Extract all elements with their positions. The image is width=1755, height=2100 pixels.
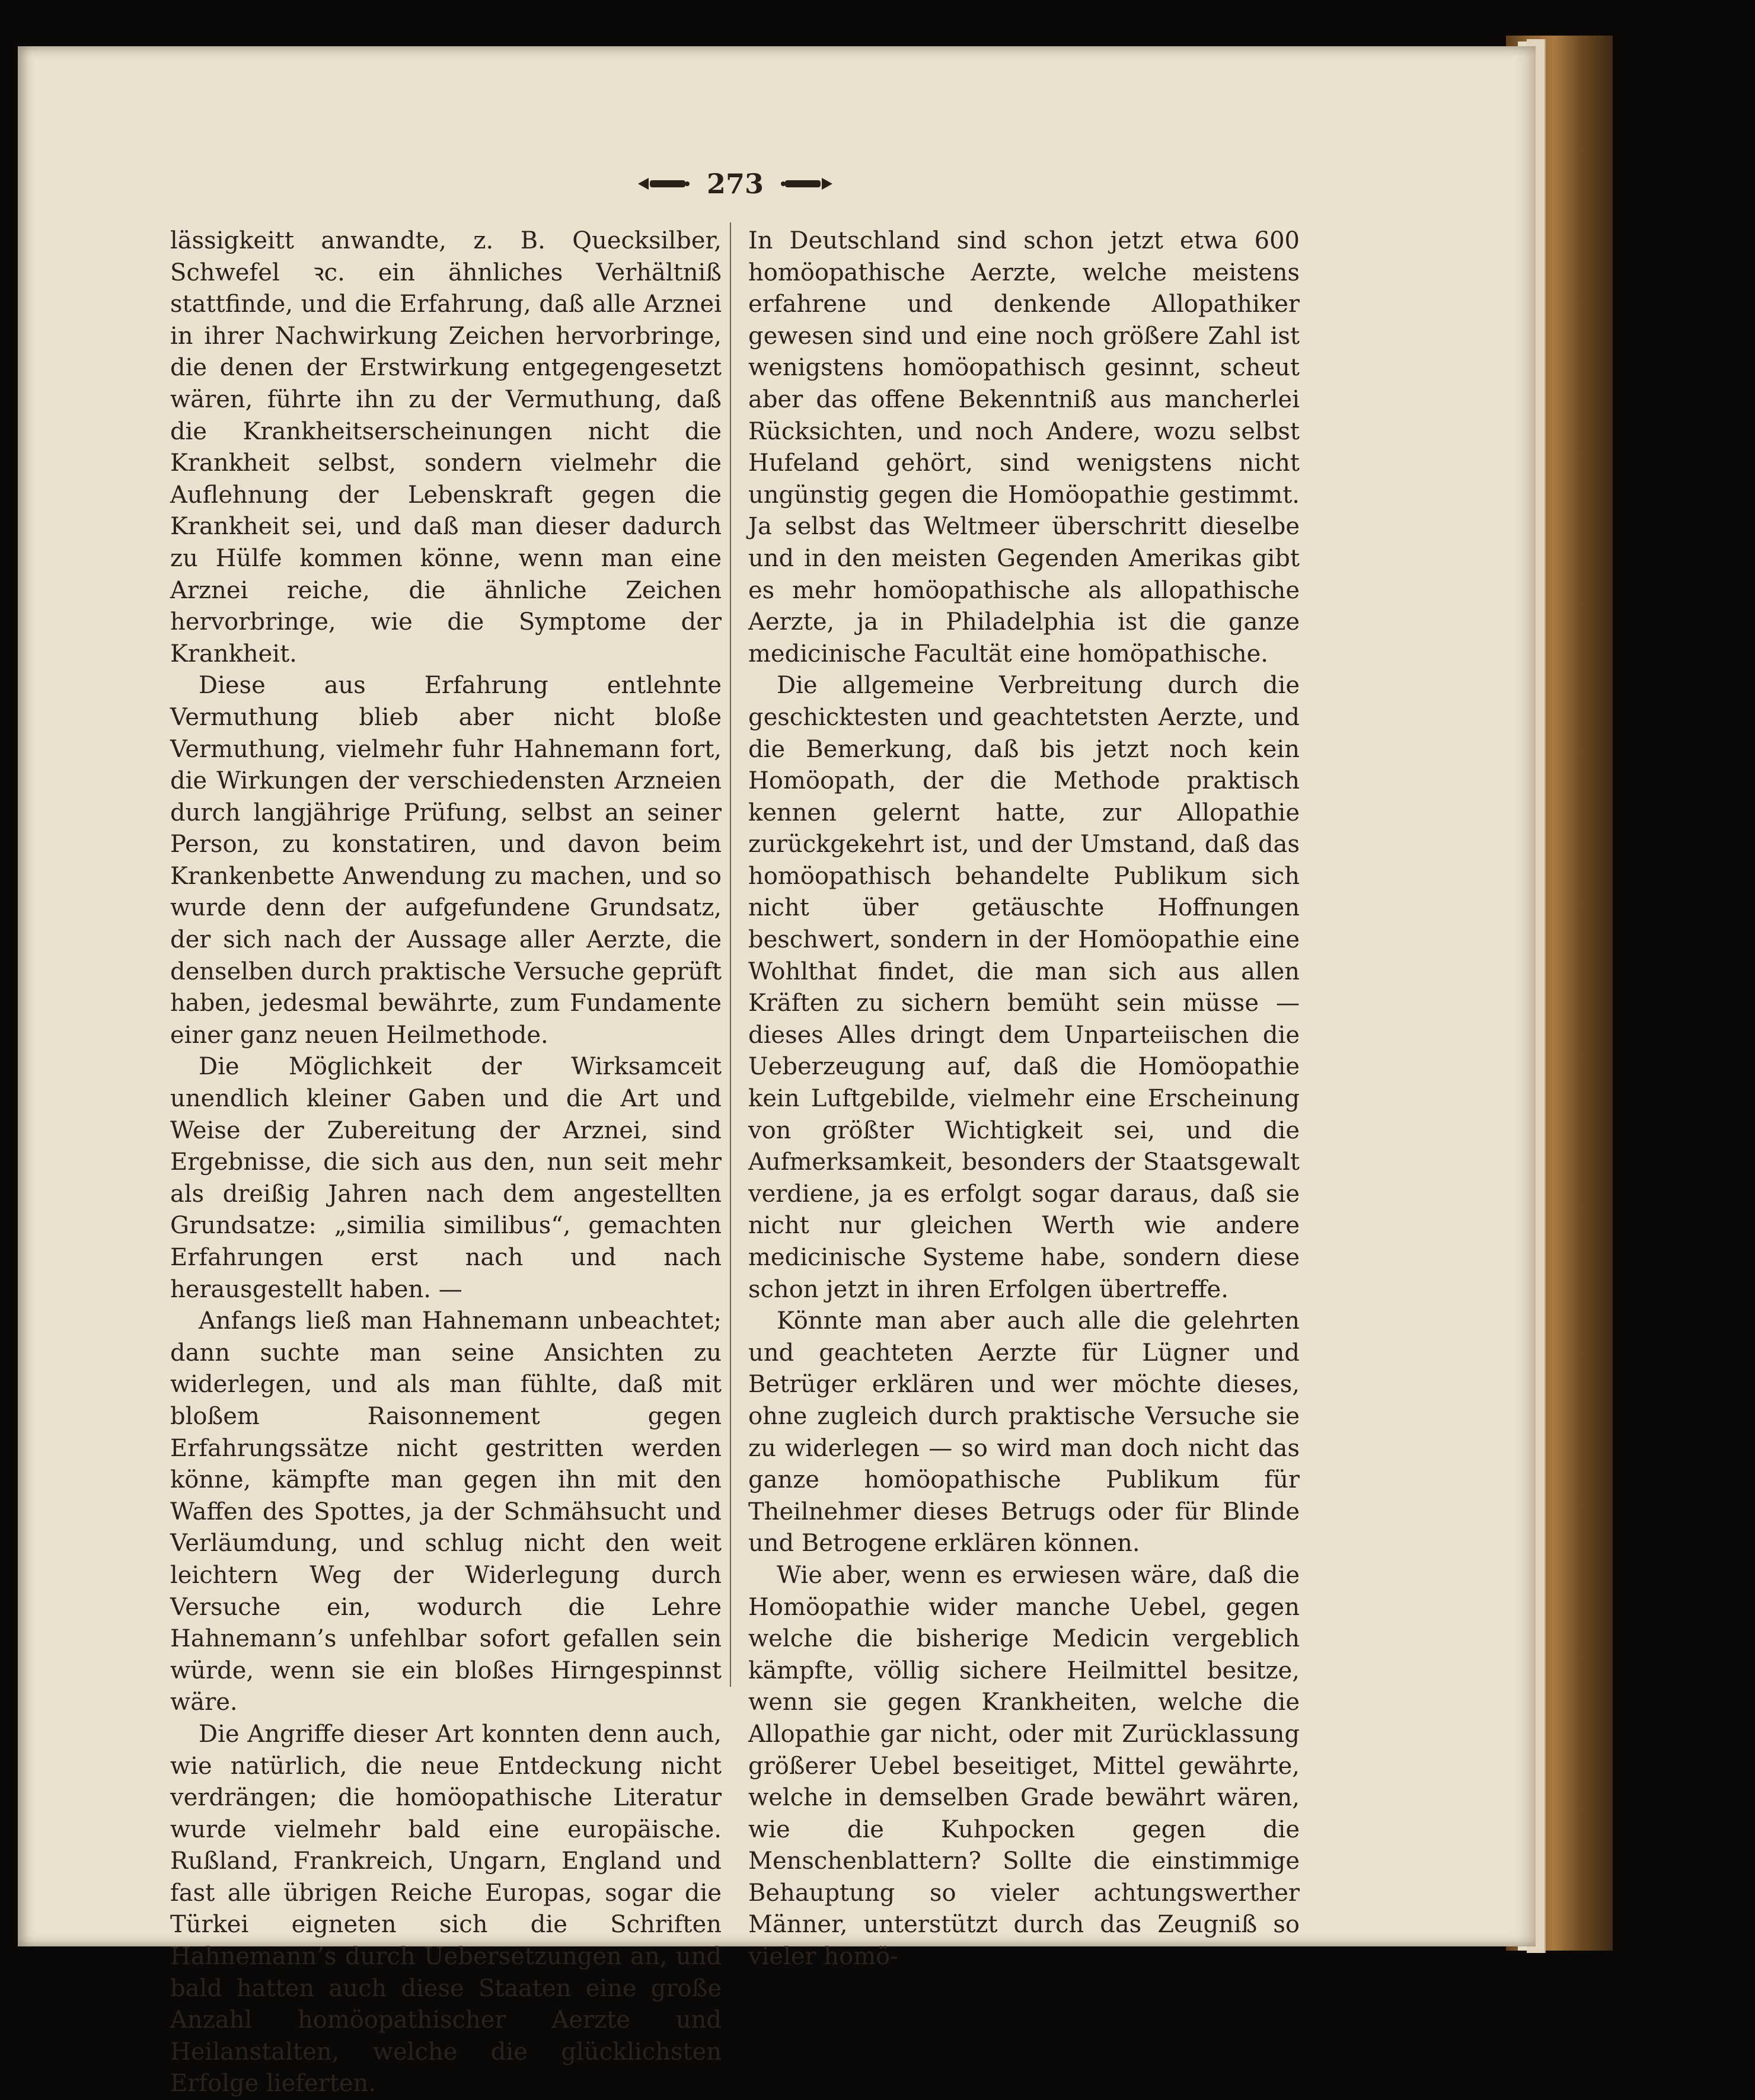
page-number: 273 — [706, 168, 764, 200]
paragraph: Anfangs ließ man Hahnemann unbeachtet; dann suchte man seine Ansichten zu widerlegen, und als man fühlte, daß mit bloßem Raisonnement gegen Erfahrungssätze nicht gestritten werden könne, kämpfte man gegen ihn mit den Waffen des Spottes, ja der Schmähsucht und Verläumdung, und schlug nicht den weit leichtern Weg der Widerlegung durch Versuche ein, wodurch die Lehre Hahnemann’s unfehlbar sofort gefallen sein würde, wenn sie ein bloßes Hirngespinnst wäre. — [170, 1307, 722, 1716]
paragraph: Die allgemeine Verbreitung durch die geschicktesten und geachtetsten Aerzte, und die Bemerkung, daß bis jetzt noch kein Homöopath, der die Methode praktisch kennen gelernt hatte, zur Allopathie zurückgekehrt ist, und der Umstand, daß das homöopathisch behandelte Publikum sich nicht über getäuschte Hoffnungen beschwert, sondern in der Homöopathie eine Wohlthat findet, die man sich aus allen Kräften zu sichern bemüht sein müsse — dieses Alles dringt dem Unparteiischen die Ueberzeugung auf, daß die Homöopathie kein Luftgebilde, vielmehr eine Erscheinung von größter Wichtigkeit sei, und die Aufmerksamkeit, besonders der Staatsgewalt verdiene, ja es erfolgt sogar daraus, daß sie nicht nur gleichen Werth wie andere medicinische Systeme habe, sondern diese schon jetzt in ihren Erfolgen übertreffe. — [748, 672, 1300, 1303]
paragraph: In Deutschland sind schon jetzt etwa 600 homöopathische Aerzte, welche meistens erfahrene und denkende Allopathiker gewesen sind und eine noch größere Zahl ist wenigstens homöopathisch gesinnt, scheut aber das offene Bekenntniß aus mancherlei Rücksichten, und noch Andere, wozu selbst Hufeland gehört, sind wenigstens nicht ungünstig gegen die Homöopathie gestimmt. Ja selbst das Weltmeer überschritt dieselbe und in den meisten Gegenden Amerikas gibt es mehr homöopathische als allopathische Aerzte, ja in Philadelphia ist die ganze medicinische Facultät eine homöpathische. — [748, 227, 1300, 668]
ornament-right-icon — [780, 175, 834, 192]
paragraph: Wie aber, wenn es erwiesen wäre, daß die Homöopathie wider manche Uebel, gegen welche die bisherige Medicin vergeblich kämpfte, völlig sichere Heilmittel besitze, wenn sie gegen Krankheiten, welche die Allopathie gar nicht, oder mit Zurücklassung größerer Uebel beseitiget, Mittel gewährte, welche in demselben Grade bewährt wären, wie die Kuhpocken gegen die Menschenblattern? Sollte die einstimmige Behauptung so vieler achtungswerther Männer, unterstützt durch das Zeugniß so vieler homö- — [748, 1561, 1300, 1971]
right-column — [748, 225, 1300, 1973]
paragraph: Die Angriffe dieser Art konnten denn auch, wie natürlich, die neue Entdeckung nicht verdrängen; die homöopathische Literatur wurde vielmehr bald eine europäische. Rußland, Frankreich, Ungarn, England und fast alle übrigen Reiche Europas, sogar die Türkei eigneten sich die Schriften Hahnemann’s durch Uebersetzungen an, und bald hatten auch diese Staaten eine große Anzahl homöopathischer Aerzte und Heilanstalten, welche die glücklichsten Erfolge lieferten. — [170, 1720, 722, 2098]
paragraph: Die Möglichkeit der Wirksamceit unendlich kleiner Gaben und die Art und Weise der Zubereitung der Arznei, sind Ergebnisse, die sich aus den, nun seit mehr als dreißig Jahren nach dem angestellten Grundsatze: „similia similibus“, gemachten Erfahrungen erst nach und nach herausgestellt haben. — — [170, 1053, 722, 1303]
column-divider — [730, 222, 731, 1687]
ornament-left-icon — [637, 175, 690, 192]
paragraph: Diese aus Erfahrung entlehnte Vermuthung blieb aber nicht bloße Vermuthung, vielmehr fuhr Hahnemann fort, die Wirkungen der verschiedensten Arzneien durch langjährige Prüfung, selbst an seiner Person, zu konstatiren, und davon beim Krankenbette Anwendung zu machen, und so wurde denn der aufgefundene Grundsatz, der sich nach der Aussage aller Aerzte, die denselben durch praktische Versuche geprüft haben, jedesmal bewährte, zum Fundamente einer ganz neuen Heilmethode. — [170, 672, 722, 1049]
page-header — [617, 160, 854, 208]
left-column — [170, 225, 722, 2100]
paragraph: lässigkeitt anwandte, z. B. Quecksilber, Schwefel ꝛc. ein ähnliches Verhältniß stattfinde, und die Erfahrung, daß alle Arznei in ihrer Nachwirkung Zeichen hervorbringe, die denen der Erstwirkung entgegengesetzt wären, führte ihn zu der Vermuthung, daß die Krankheitserscheinungen nicht die Krankheit selbst, sondern vielmehr die Auflehnung der Lebenskraft gegen die Krankheit sei, und daß man dieser dadurch zu Hülfe kommen könne, wenn man eine Arznei reiche, die ähnliche Zeichen hervorbringe, wie die Symptome der Krankheit. — [170, 227, 722, 668]
paragraph: Könnte man aber auch alle die gelehrten und geachteten Aerzte für Lügner und Betrüger erklären und wer möchte dieses, ohne zugleich durch praktische Versuche sie zu widerlegen — so wird man doch nicht das ganze homöopathische Publikum für Theilnehmer dieses Betrugs oder für Blinde und Betrogene erklären können. — [748, 1307, 1300, 1558]
